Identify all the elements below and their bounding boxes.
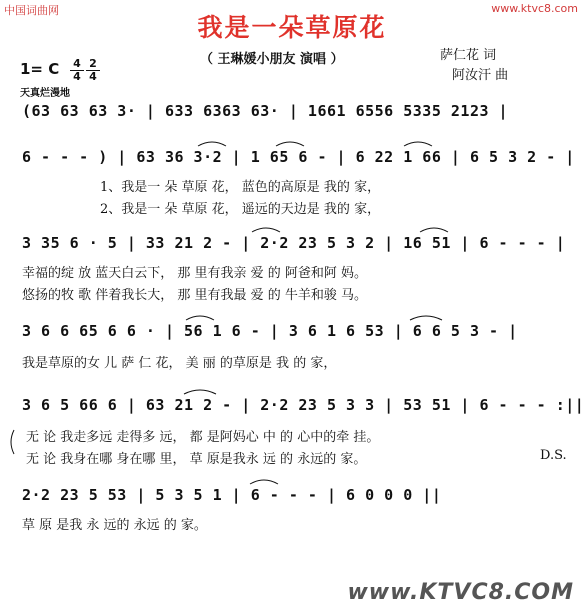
composer-credit: 阿汝汗 曲 <box>452 68 509 83</box>
lyric-line-2a: 1、我是一 朵 草原 花， 蓝色的高原是 我的 家， <box>100 180 381 195</box>
ts-a-bottom: 4 <box>73 70 81 83</box>
dal-segno-mark: D.S. <box>540 448 567 463</box>
bottom-watermark: www.KTVC8.COM <box>347 580 574 605</box>
slur-8 <box>184 390 216 394</box>
slur-5 <box>420 228 448 232</box>
verse-bracket <box>11 430 14 454</box>
notation-line-5: 3 6 5 66 6 | 63 21 2 - | 2·2 23 5 3 3 | 53 51 | 6 - - - :|| <box>22 396 584 414</box>
notation-line-6: 2·2 23 5 53 | 5 3 5 1 | 6 - - - | 6 0 0 0 || <box>22 486 442 504</box>
notation-line-4: 3 6 6 65 6 6 · | 56 1 6 - | 3 6 1 6 53 | 6 6 5 3 - | <box>22 322 518 340</box>
lyric-line-2b: 2、我是一 朵 草原 花， 遥远的天边是 我的 家， <box>100 202 381 217</box>
lyric-line-5a: 无 论 我走多远 走得多 远， 都 是阿妈心 中 的 心中的牵 挂。 <box>26 430 380 445</box>
notation-line-1: (63 63 63 3· | 633 6363 63· | 1661 6556 5335 2123 | <box>22 102 509 120</box>
tempo-marking: 天真烂漫地 <box>20 88 70 99</box>
lyric-line-5b: 无 论 我身在哪 身在哪 里， 草 原是我永 远 的 永远的 家。 <box>26 452 367 467</box>
slur-6 <box>186 316 214 320</box>
watermark-top-right: www.ktvc8.com <box>491 2 578 15</box>
key-signature: 1= C <box>20 60 60 78</box>
lyric-line-3b: 悠扬的牧 歌 伴着我长大， 那 里有我最 爱 的 牛羊和骏 马。 <box>22 288 368 303</box>
slur-1 <box>198 142 226 146</box>
lyric-line-6: 草 原 是我 永 远的 永远 的 家。 <box>22 518 207 533</box>
lyric-line-4: 我是草原的女 儿 萨 仁 花， 美 丽 的草原是 我 的 家， <box>22 356 337 371</box>
lyric-line-3a: 幸福的绽 放 蓝天白云下， 那 里有我亲 爱 的 阿爸和阿 妈。 <box>22 266 368 281</box>
slur-9 <box>250 480 278 484</box>
watermark-top-left: 中国词曲网 <box>4 4 59 17</box>
singer-credit: （ 王琳媛小朋友 演唱 ） <box>200 52 344 67</box>
notation-line-3: 3 35 6 · 5 | 33 21 2 - | 2·2 23 5 3 2 | 16 51 | 6 - - - | <box>22 234 566 252</box>
slur-2 <box>276 142 304 146</box>
ts-b-bottom: 4 <box>89 70 97 83</box>
song-title: 我是一朵草原花 <box>197 13 387 42</box>
slur-4 <box>252 228 280 232</box>
slur-3 <box>404 142 432 146</box>
lyricist-credit: 萨仁花 词 <box>440 48 497 63</box>
ts-a-top: 4 <box>70 58 84 71</box>
notation-line-2: 6 - - - ) | 63 36 3·2 | 1 65 6 - | 6 22 1 66 | 6 5 3 2 - | <box>22 148 575 166</box>
ts-b-top: 2 <box>86 58 100 71</box>
slur-7 <box>410 316 442 320</box>
